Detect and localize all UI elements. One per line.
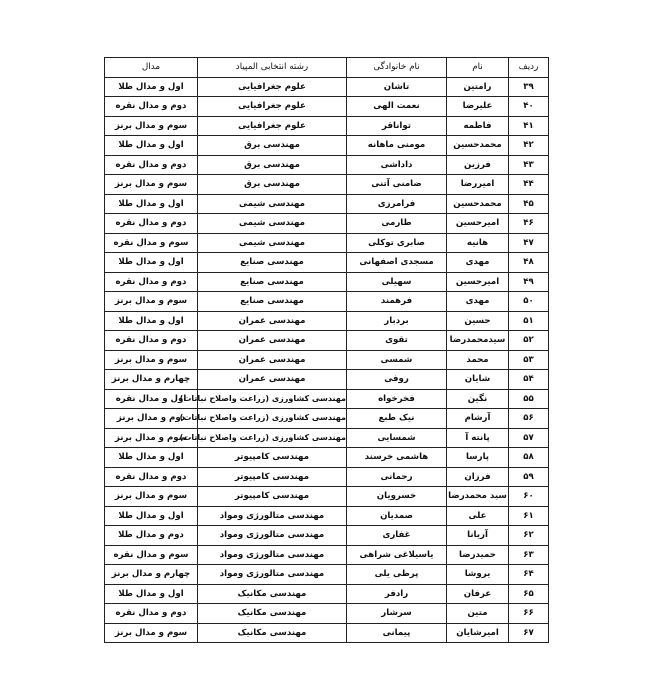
cell-family: مسجدی اصفهانی — [347, 253, 447, 273]
cell-field: مهندسی مکانیک — [198, 584, 347, 604]
table-row — [105, 194, 549, 214]
cell-medal: سوم و مدال برنز — [105, 175, 198, 195]
cell-family: تواناقر — [347, 116, 447, 136]
cell-row-number: ۶۷ — [509, 623, 549, 643]
cell-row-number: ۴۹ — [509, 272, 549, 292]
cell-family: شمسایی — [347, 428, 447, 448]
table-row — [105, 350, 549, 370]
cell-name: امیرشایان — [447, 623, 509, 643]
cell-row-number: ۵۵ — [509, 389, 549, 409]
table-row — [105, 428, 549, 448]
table-row — [105, 136, 549, 156]
cell-name: امیرحسین — [447, 272, 509, 292]
cell-family: طارمی — [347, 214, 447, 234]
cell-field: مهندسی شیمی — [198, 233, 347, 253]
cell-medal: اول و مدال طلا — [105, 506, 198, 526]
cell-name: امیرحسین — [447, 214, 509, 234]
table-row — [105, 331, 549, 351]
cell-name: محمدحسین — [447, 194, 509, 214]
cell-family: فرامرزی — [347, 194, 447, 214]
cell-medal: دوم و مدال نقره — [105, 467, 198, 487]
cell-medal: چهارم و مدال برنز — [105, 370, 198, 390]
table-row — [105, 292, 549, 312]
table-row — [105, 448, 549, 468]
cell-name: حسین — [447, 311, 509, 331]
cell-field: مهندسی صنایع — [198, 272, 347, 292]
cell-medal: سوم و مدال برنز — [105, 428, 198, 448]
cell-name: آرشام — [447, 409, 509, 429]
cell-family: داداشی — [347, 155, 447, 175]
cell-field: علوم جغرافیایی — [198, 97, 347, 117]
header-row-number: ردیف — [509, 58, 549, 78]
cell-family: رحمانی — [347, 467, 447, 487]
cell-name: سید محمدرضا — [447, 487, 509, 507]
cell-name: فرزین — [447, 155, 509, 175]
cell-field: مهندسی عمران — [198, 350, 347, 370]
cell-medal: اول و مدال طلا — [105, 448, 198, 468]
cell-field: مهندسی عمران — [198, 370, 347, 390]
cell-medal: دوم و مدال برنز — [105, 409, 198, 429]
cell-row-number: ۴۱ — [509, 116, 549, 136]
cell-field: مهندسی عمران — [198, 331, 347, 351]
table-row — [105, 389, 549, 409]
header-medal: مدال — [105, 58, 198, 78]
table-row — [105, 506, 549, 526]
cell-field: مهندسی کشاورزی (زراعت واصلاح نباتات) — [198, 428, 347, 448]
table-row — [105, 604, 549, 624]
cell-field: مهندسی متالورژی ومواد — [198, 545, 347, 565]
cell-name: فرزان — [447, 467, 509, 487]
cell-field: مهندسی کامپیوتر — [198, 487, 347, 507]
cell-name: مهدی — [447, 253, 509, 273]
cell-family: غفاری — [347, 526, 447, 546]
cell-name: فاطمه — [447, 116, 509, 136]
cell-family: مومنی ماهانه — [347, 136, 447, 156]
cell-family: صابری توکلی — [347, 233, 447, 253]
cell-row-number: ۵۱ — [509, 311, 549, 331]
cell-medal: اول و مدال طلا — [105, 136, 198, 156]
cell-field: مهندسی متالورژی ومواد — [198, 565, 347, 585]
cell-family: ضامنی آتنی — [347, 175, 447, 195]
cell-field: مهندسی کشاورزی (زراعت واصلاح نباتات) — [198, 409, 347, 429]
cell-medal: اول و مدال طلا — [105, 194, 198, 214]
cell-field: مهندسی مکانیک — [198, 623, 347, 643]
cell-field: مهندسی کامپیوتر — [198, 448, 347, 468]
cell-name: امیررضا — [447, 175, 509, 195]
cell-medal: اول و مدال طلا — [105, 77, 198, 97]
cell-family: خسرویان — [347, 487, 447, 507]
cell-family: سهیلی — [347, 272, 447, 292]
cell-row-number: ۶۳ — [509, 545, 549, 565]
cell-row-number: ۶۲ — [509, 526, 549, 546]
cell-field: مهندسی برق — [198, 136, 347, 156]
table-row — [105, 311, 549, 331]
cell-row-number: ۵۶ — [509, 409, 549, 429]
cell-name: مهدی — [447, 292, 509, 312]
cell-name: متین — [447, 604, 509, 624]
table-row — [105, 214, 549, 234]
cell-medal: اول و مدال طلا — [105, 311, 198, 331]
cell-medal: اول و مدال نقره — [105, 389, 198, 409]
cell-name: پانته آ — [447, 428, 509, 448]
cell-row-number: ۶۰ — [509, 487, 549, 507]
cell-family: نعمت الهی — [347, 97, 447, 117]
olympiad-results-table — [104, 57, 549, 643]
cell-name: حمیدرضا — [447, 545, 509, 565]
header-name: نام — [447, 58, 509, 78]
cell-row-number: ۵۷ — [509, 428, 549, 448]
cell-name: آریانا — [447, 526, 509, 546]
cell-row-number: ۴۸ — [509, 253, 549, 273]
cell-medal: سوم و مدال برنز — [105, 116, 198, 136]
cell-row-number: ۴۰ — [509, 97, 549, 117]
cell-name: علی — [447, 506, 509, 526]
cell-row-number: ۵۲ — [509, 331, 549, 351]
cell-medal: دوم و مدال نقره — [105, 155, 198, 175]
cell-name: نگین — [447, 389, 509, 409]
cell-name: عرفان — [447, 584, 509, 604]
cell-medal: سوم و مدال برنز — [105, 350, 198, 370]
cell-row-number: ۵۴ — [509, 370, 549, 390]
cell-row-number: ۴۷ — [509, 233, 549, 253]
table-row — [105, 467, 549, 487]
cell-field: مهندسی صنایع — [198, 253, 347, 273]
cell-family: فرهمند — [347, 292, 447, 312]
cell-name: یروشا — [447, 565, 509, 585]
cell-name: پارسا — [447, 448, 509, 468]
cell-family: پیمانی — [347, 623, 447, 643]
table-row — [105, 253, 549, 273]
cell-medal: سوم و مدال برنز — [105, 292, 198, 312]
cell-field: مهندسی متالورژی ومواد — [198, 506, 347, 526]
cell-family: شمسی — [347, 350, 447, 370]
cell-family: هاشمی خرسند — [347, 448, 447, 468]
cell-field: مهندسی مکانیک — [198, 604, 347, 624]
cell-row-number: ۶۱ — [509, 506, 549, 526]
cell-row-number: ۶۵ — [509, 584, 549, 604]
table-row — [105, 487, 549, 507]
table-row — [105, 409, 549, 429]
cell-medal: دوم و مدال نقره — [105, 272, 198, 292]
cell-field: مهندسی شیمی — [198, 214, 347, 234]
cell-name: شایان — [447, 370, 509, 390]
cell-medal: چهارم و مدال برنز — [105, 565, 198, 585]
cell-row-number: ۵۳ — [509, 350, 549, 370]
cell-medal: سوم و مدال نقره — [105, 545, 198, 565]
cell-row-number: ۳۹ — [509, 77, 549, 97]
cell-row-number: ۶۶ — [509, 604, 549, 624]
cell-family: فخرخواه — [347, 389, 447, 409]
cell-family: تاشان — [347, 77, 447, 97]
cell-field: مهندسی کشاورزی (زراعت واصلاح نباتات) — [198, 389, 347, 409]
table-row — [105, 155, 549, 175]
cell-field: علوم جغرافیایی — [198, 116, 347, 136]
table-row — [105, 175, 549, 195]
cell-family: پرطی یلی — [347, 565, 447, 585]
cell-field: مهندسی متالورژی ومواد — [198, 526, 347, 546]
table-row — [105, 233, 549, 253]
cell-field: مهندسی کامپیوتر — [198, 467, 347, 487]
cell-field: مهندسی شیمی — [198, 194, 347, 214]
cell-field: علوم جغرافیایی — [198, 77, 347, 97]
cell-medal: سوم و مدال برنز — [105, 623, 198, 643]
cell-medal: دوم و مدال نقره — [105, 97, 198, 117]
cell-row-number: ۵۹ — [509, 467, 549, 487]
cell-medal: اول و مدال طلا — [105, 584, 198, 604]
cell-family: یاسیلاغی شراهی — [347, 545, 447, 565]
cell-medal: اول و مدال طلا — [105, 253, 198, 273]
cell-medal: دوم و مدال طلا — [105, 526, 198, 546]
cell-row-number: ۴۲ — [509, 136, 549, 156]
table-row — [105, 116, 549, 136]
cell-row-number: ۴۵ — [509, 194, 549, 214]
cell-family: تقوی — [347, 331, 447, 351]
table-row — [105, 545, 549, 565]
header-field: رشته انتخابی المپیاد — [198, 58, 347, 78]
table-row — [105, 97, 549, 117]
cell-name: علیرضا — [447, 97, 509, 117]
cell-row-number: ۵۰ — [509, 292, 549, 312]
cell-name: هانیه — [447, 233, 509, 253]
table-row — [105, 77, 549, 97]
header-row — [105, 58, 549, 78]
table-row — [105, 370, 549, 390]
cell-medal: سوم و مدال برنز — [105, 487, 198, 507]
table-row — [105, 272, 549, 292]
cell-family: بردبار — [347, 311, 447, 331]
cell-name: رامتین — [447, 77, 509, 97]
cell-medal: دوم و مدال نقره — [105, 604, 198, 624]
cell-name: محمد — [447, 350, 509, 370]
cell-family: روفی — [347, 370, 447, 390]
cell-medal: سوم و مدال نقره — [105, 233, 198, 253]
cell-field: مهندسی صنایع — [198, 292, 347, 312]
cell-field: مهندسی برق — [198, 175, 347, 195]
cell-field: مهندسی برق — [198, 155, 347, 175]
cell-row-number: ۴۳ — [509, 155, 549, 175]
cell-family: نیک طبع — [347, 409, 447, 429]
table-row — [105, 623, 549, 643]
cell-row-number: ۴۶ — [509, 214, 549, 234]
table-row — [105, 526, 549, 546]
table-row — [105, 565, 549, 585]
cell-medal: دوم و مدال نقره — [105, 214, 198, 234]
table-row — [105, 584, 549, 604]
cell-row-number: ۵۸ — [509, 448, 549, 468]
cell-family: صمدیان — [347, 506, 447, 526]
cell-name: سیدمحمدرضا — [447, 331, 509, 351]
cell-field: مهندسی عمران — [198, 311, 347, 331]
cell-row-number: ۴۴ — [509, 175, 549, 195]
cell-medal: دوم و مدال نقره — [105, 331, 198, 351]
cell-row-number: ۶۴ — [509, 565, 549, 585]
cell-family: سرشار — [347, 604, 447, 624]
cell-name: محمدحسین — [447, 136, 509, 156]
header-family: نام خانوادگی — [347, 58, 447, 78]
cell-family: رادفر — [347, 584, 447, 604]
